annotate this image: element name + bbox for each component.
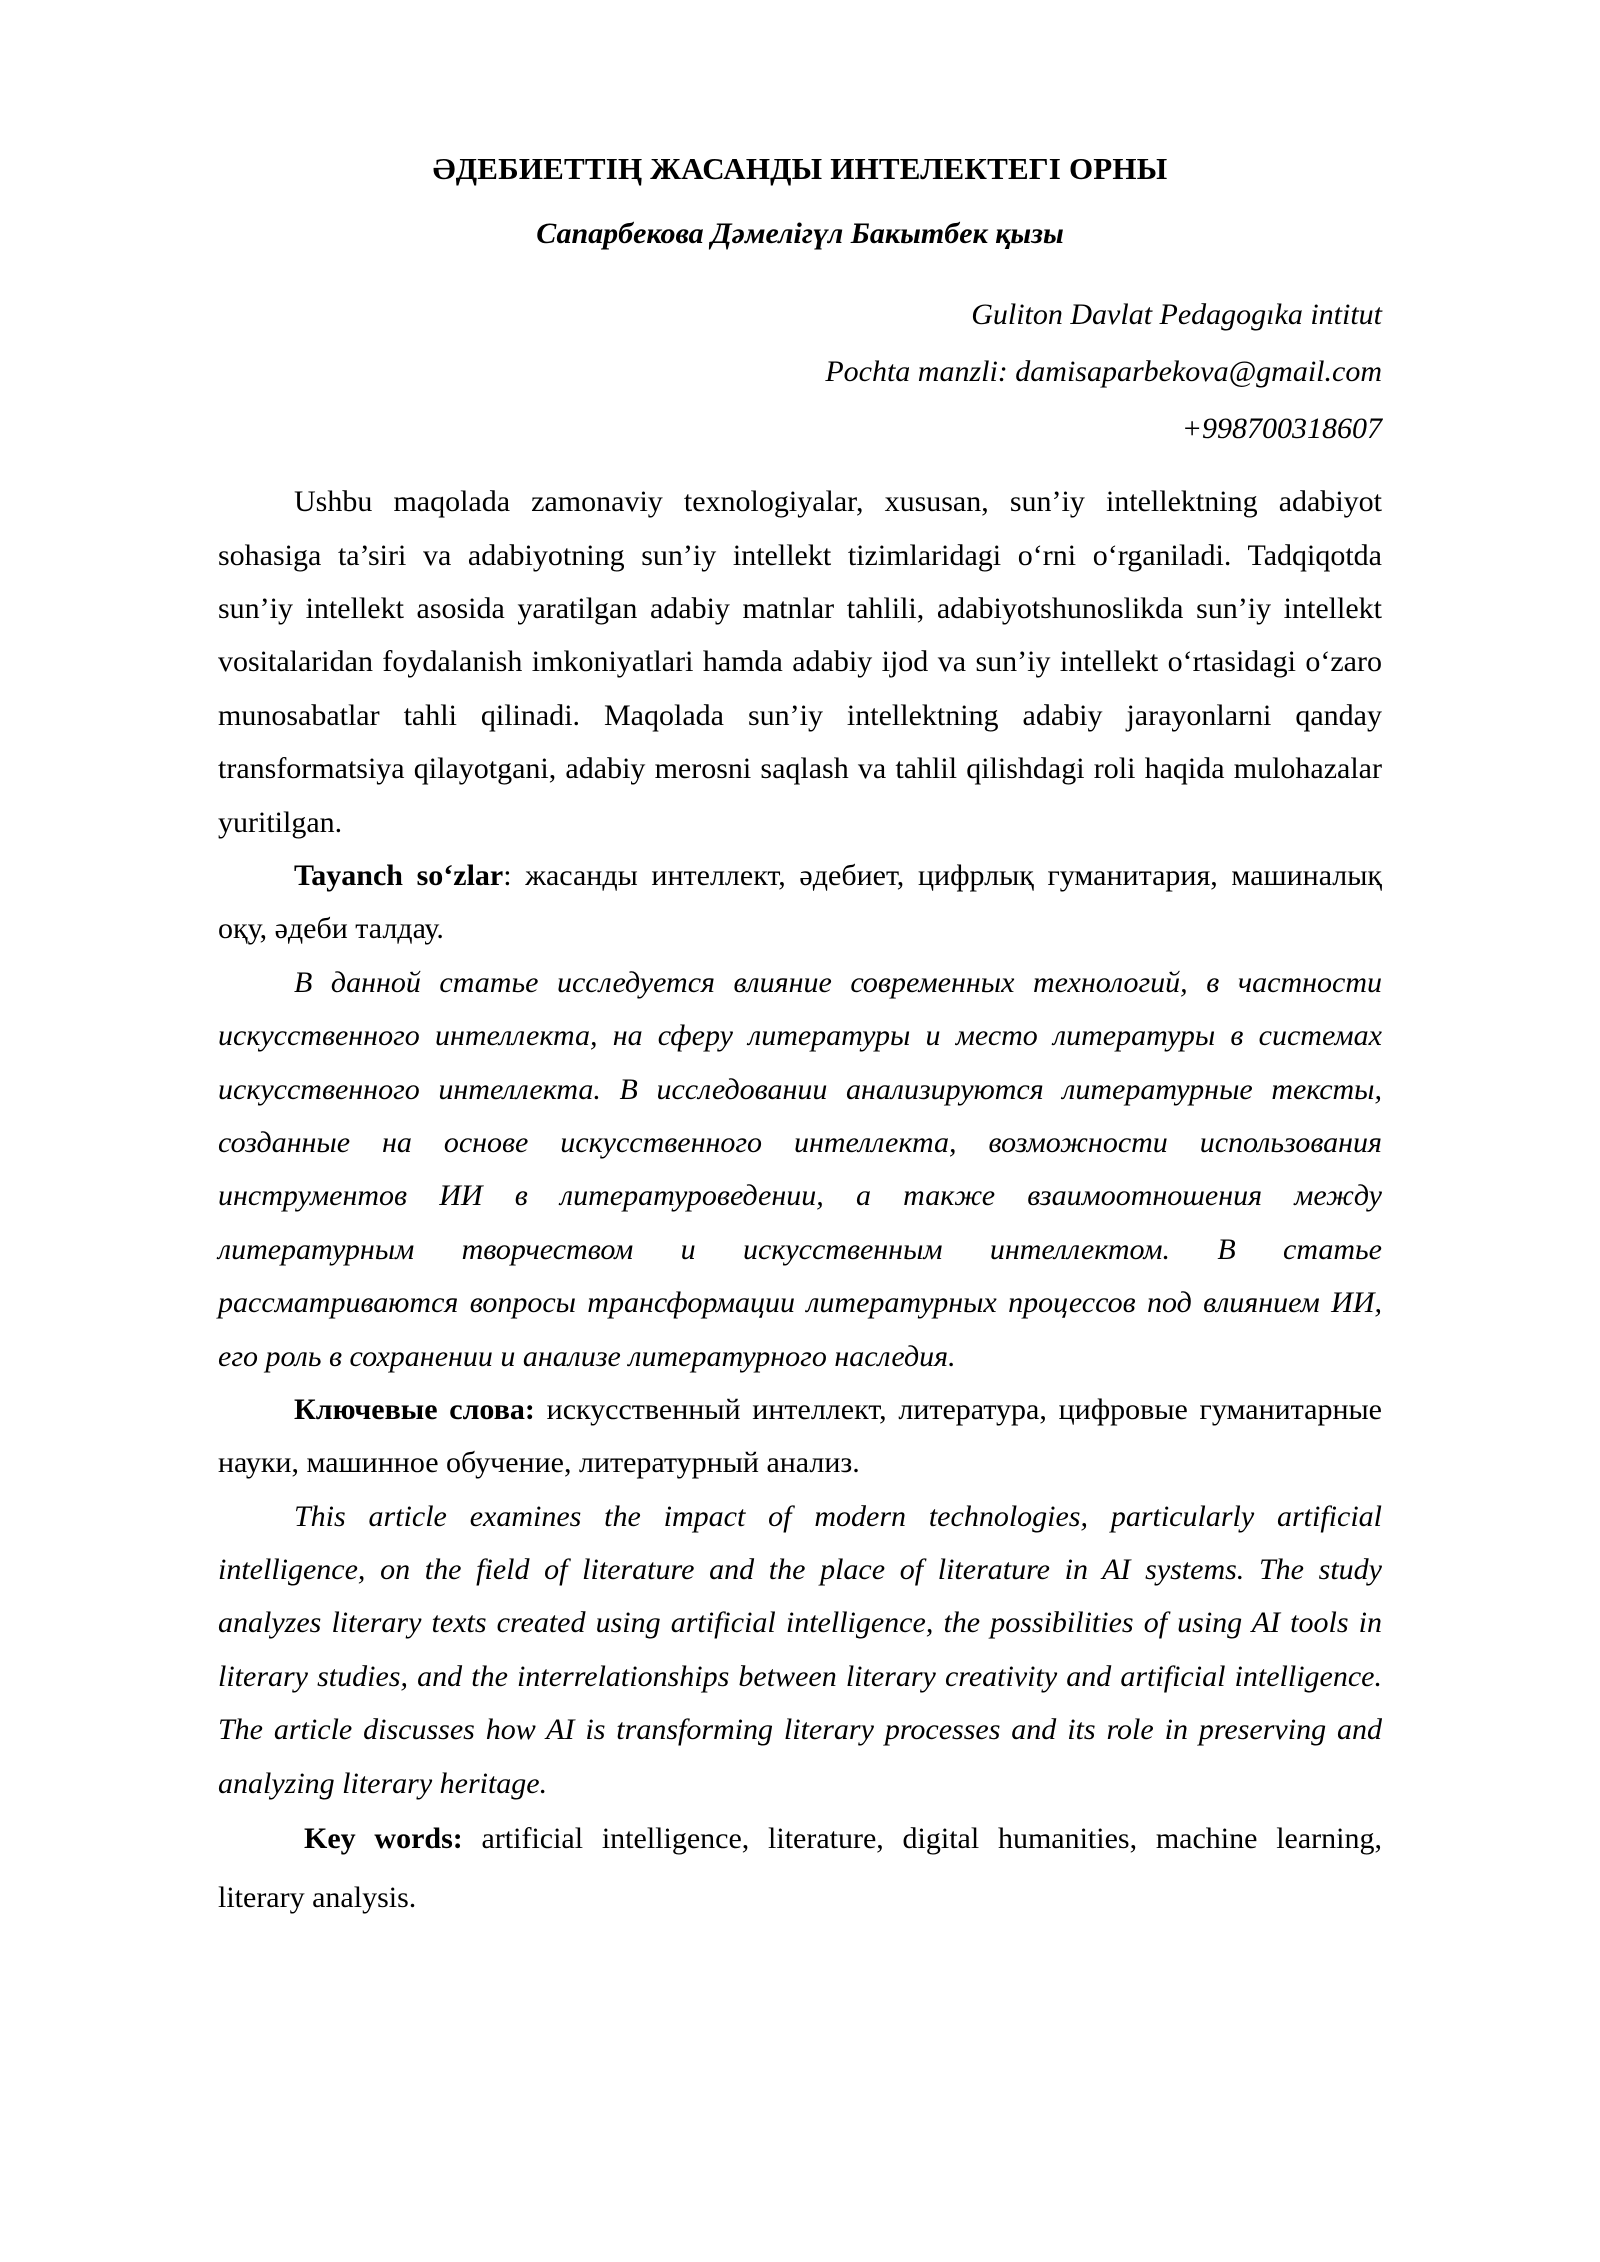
affiliation: Guliton Davlat Pedagogıka intitut (971, 298, 1382, 332)
author-name: Сапарбекова Дәмелігүл Бакытбек қызы (536, 216, 1064, 250)
email-line: Pochta manzli: damisaparbekova@gmail.com (825, 355, 1382, 389)
keywords-english-label: Key words: (304, 1822, 463, 1856)
abstract-uzbek: Ushbu maqolada zamonaviy texnologiyalar, xususan, sun’iy intellektning adabiyot sohasiga ta’siri va adabiyotning sun’iy intellekt tizimlaridagi o‘rni o‘rganiladi. Tadqiqotda sun’iy intellekt asosida yaratilgan adabiy matnlar tahlili, adabiyotshunoslikda sun’iy intellekt vositalaridan foydalanish imkoniyatlari hamda adabiy ijod va sun’iy intellekt o‘rtasidagi o‘zaro munosabatlar tahli qilinadi. Maqolada sun’iy intellektning adabiy jarayonlarni qanday transformatsiya qilayotgani, adabiy merosni saqlash va tahlil qilishdagi roli haqida mulohazalar yuritilgan. (218, 485, 1382, 839)
abstract-russian: В данной статье исследуется влияние современных технологий, в частности искусственного интеллекта, на сферу литературы и место литературы в системах искусственного интеллекта. В исследовании анализируются литературные тексты, созданные на основе искусственного интеллекта, возможности использования инструментов ИИ в литературоведении, а также взаимоотношения между литературным творчеством и искусственным интеллектом. В статье рассматриваются вопросы трансформации литературных процессов под влиянием ИИ, его роль в сохранении и анализе литературного наследия. (218, 965, 1382, 1373)
keywords-uzbek-value: : жасанды интеллект, әдебиет, цифрлық гуманитария, машиналық оқу, әдеби талдау. (218, 858, 1382, 946)
keywords-english (218, 1810, 1382, 1927)
keywords-russian-value: искусственный интеллект, литература, цифровые гуманитарные науки, машинное обучение, литературный анализ. (218, 1392, 1382, 1480)
keywords-russian-label: Ключевые слова: (294, 1392, 535, 1426)
keywords-uzbek (218, 849, 1382, 956)
page-title: ӘДЕБИЕТТІҢ ЖАСАНДЫ ИНТЕЛЕКТЕГІ ОРНЫ (432, 151, 1168, 186)
keywords-uzbek-label: Tayanch so‘zlar (294, 858, 504, 892)
abstract-english: This article examines the impact of modern technologies, particularly artificial intelligence, on the field of literature and the place of literature in AI systems. The study analyzes literary texts created using artificial intelligence, the possibilities of using AI tools in literary studies, and the interrelationships between literary creativity and artificial intelligence. The article discusses how AI is transforming literary processes and its role in preserving and analyzing literary heritage. (218, 1499, 1382, 1800)
phone-line: +998700318607 (1181, 412, 1382, 446)
keywords-russian (218, 1383, 1382, 1490)
keywords-english-value: artificial intelligence, literature, digital humanities, machine learning, literary analysis. (218, 1822, 1382, 1914)
